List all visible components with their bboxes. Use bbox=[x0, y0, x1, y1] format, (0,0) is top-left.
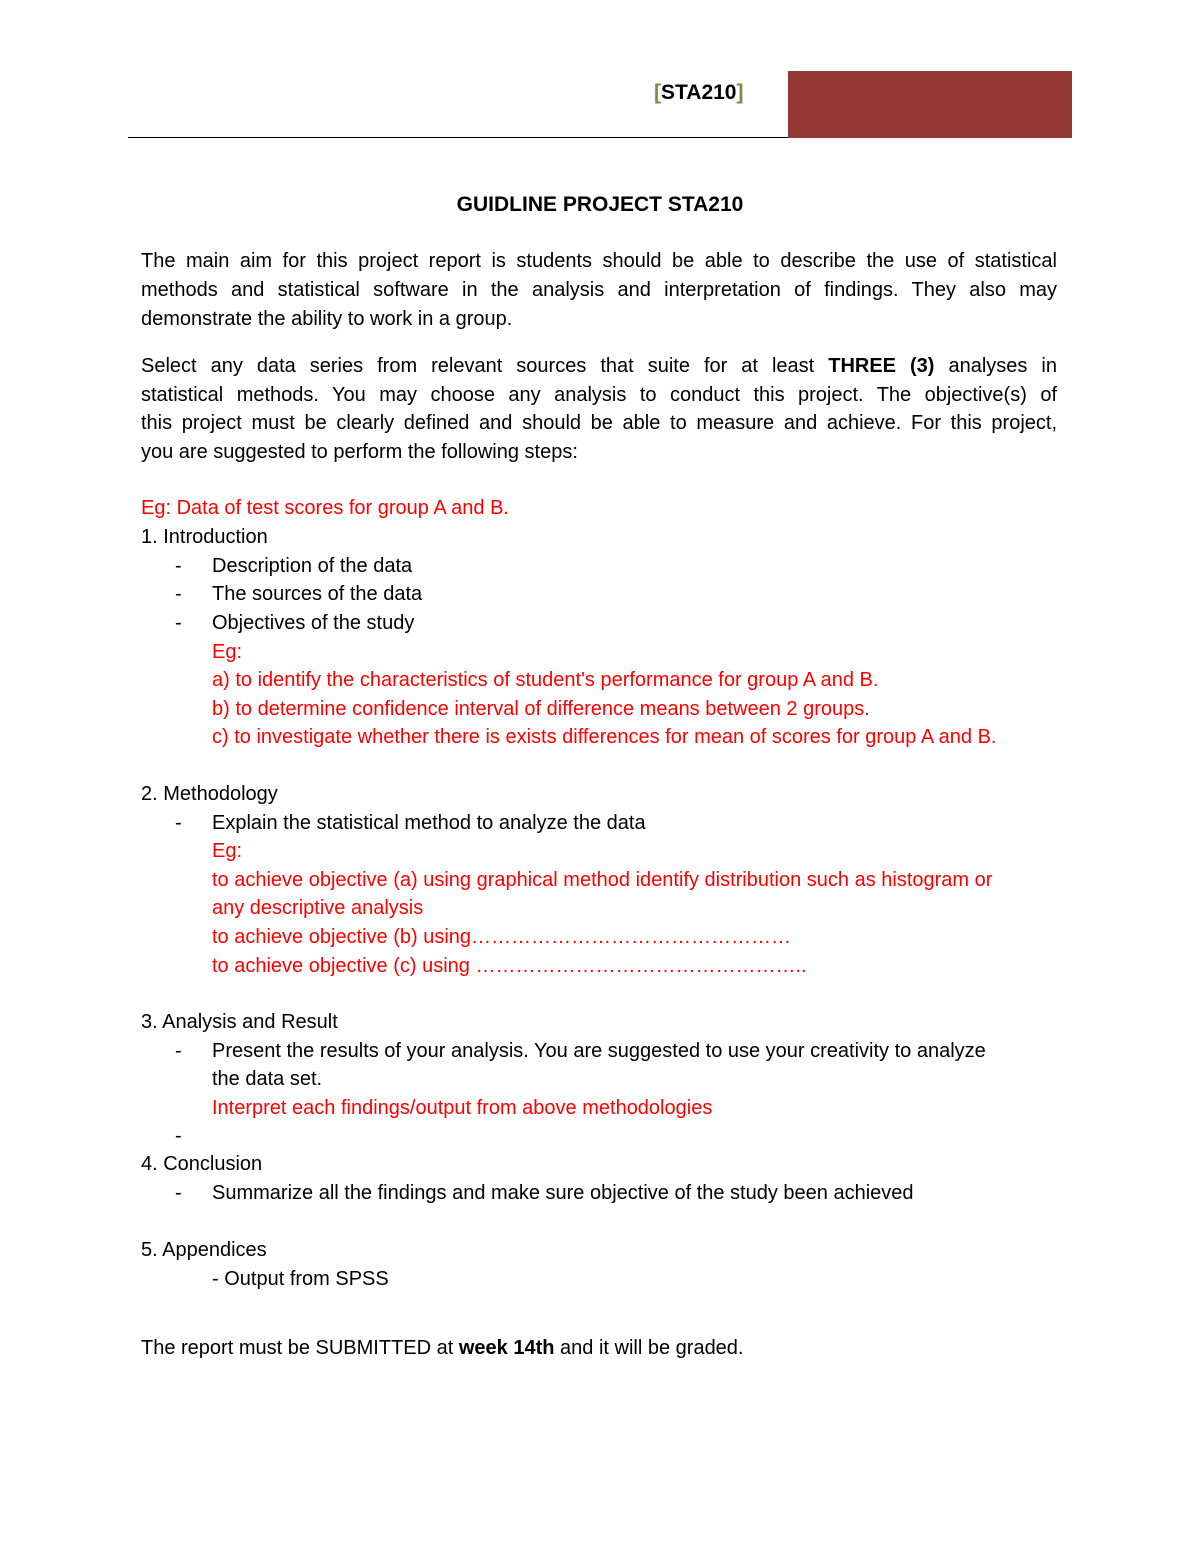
page-title: GUIDLINE PROJECT STA210 bbox=[456, 193, 744, 216]
section-heading-introduction: 1. Introduction bbox=[141, 526, 268, 548]
select-line-4: you are suggested to perform the following steps: bbox=[141, 441, 578, 463]
submission-text-b: and it will be graded. bbox=[554, 1337, 744, 1359]
submission-text-a: The report must be SUBMITTED at bbox=[141, 1337, 459, 1359]
header-divider bbox=[128, 137, 788, 138]
bracket-close: ] bbox=[736, 81, 744, 104]
intro-example-b: b) to determine confidence interval of difference means between 2 groups. bbox=[212, 698, 870, 720]
section-heading-conclusion: 4. Conclusion bbox=[141, 1153, 263, 1175]
intro-example-c: c) to investigate whether there is exists differences for mean of scores for group A and B. bbox=[212, 726, 997, 748]
bullet-dash: - bbox=[175, 583, 182, 605]
analysis-item-line-2: the data set. bbox=[212, 1068, 323, 1090]
method-example-c: to achieve objective (c) using ………………………………………….. bbox=[212, 955, 807, 977]
bullet-dash: - bbox=[175, 1040, 182, 1062]
select-line-1 bbox=[141, 352, 1057, 381]
submission-week: week 14th bbox=[458, 1337, 555, 1359]
method-example-b: to achieve objective (b) using………………………………………… bbox=[212, 926, 792, 948]
method-eg-label: Eg: bbox=[212, 840, 243, 862]
course-code-header bbox=[654, 78, 743, 108]
bullet-dash: - bbox=[175, 1182, 182, 1204]
course-code: STA210 bbox=[661, 81, 737, 104]
header-accent-bar bbox=[788, 71, 1072, 138]
bullet-dash: - bbox=[175, 555, 182, 577]
intro-item-1: Description of the data bbox=[212, 555, 413, 577]
intro-example-a: a) to identify the characteristics of student's performance for group A and B. bbox=[212, 669, 879, 691]
select-line-3: this project must be clearly defined and should be able to measure and achieve. For this project, bbox=[141, 412, 1057, 434]
example-data: Eg: Data of test scores for group A and B. bbox=[141, 497, 509, 519]
intro-item-3: Objectives of the study bbox=[212, 612, 415, 634]
intro-line-3: demonstrate the ability to work in a group. bbox=[141, 308, 513, 330]
intro-line-2: methods and statistical software in the analysis and interpretation of findings. They also may bbox=[141, 279, 1057, 301]
select-text-a: Select any data series from relevant sources that suite for at least bbox=[141, 355, 829, 377]
conclusion-item: Summarize all the findings and make sure objective of the study been achieved bbox=[212, 1182, 914, 1204]
intro-line-1: The main aim for this project report is students should be able to describe the use of statistical bbox=[141, 250, 1057, 272]
section-heading-analysis: 3. Analysis and Result bbox=[141, 1011, 338, 1033]
method-item: Explain the statistical method to analyze the data bbox=[212, 812, 646, 834]
intro-eg-label: Eg: bbox=[212, 641, 243, 663]
select-text-b: analyses in bbox=[934, 355, 1057, 377]
bullet-dash: - bbox=[175, 812, 182, 834]
section-heading-methodology: 2. Methodology bbox=[141, 783, 278, 805]
appendices-item: - Output from SPSS bbox=[212, 1268, 389, 1290]
select-text-bold: THREE (3) bbox=[828, 355, 935, 377]
bullet-dash: - bbox=[175, 612, 182, 634]
analysis-note: Interpret each findings/output from above methodologies bbox=[212, 1097, 713, 1119]
intro-item-2: The sources of the data bbox=[212, 583, 423, 605]
section-heading-appendices: 5. Appendices bbox=[141, 1239, 267, 1261]
select-line-2: statistical methods. You may choose any analysis to conduct this project. The objective(s) of bbox=[141, 384, 1057, 406]
analysis-item-line-1: Present the results of your analysis. You are suggested to use your creativity to analyze bbox=[212, 1040, 986, 1062]
method-example-a-2: any descriptive analysis bbox=[212, 897, 424, 919]
bullet-dash: - bbox=[175, 1125, 182, 1147]
method-example-a-1: to achieve objective (a) using graphical method identify distribution such as histogram or bbox=[212, 869, 993, 891]
bracket-open: [ bbox=[654, 81, 661, 104]
submission-note bbox=[141, 1334, 744, 1363]
